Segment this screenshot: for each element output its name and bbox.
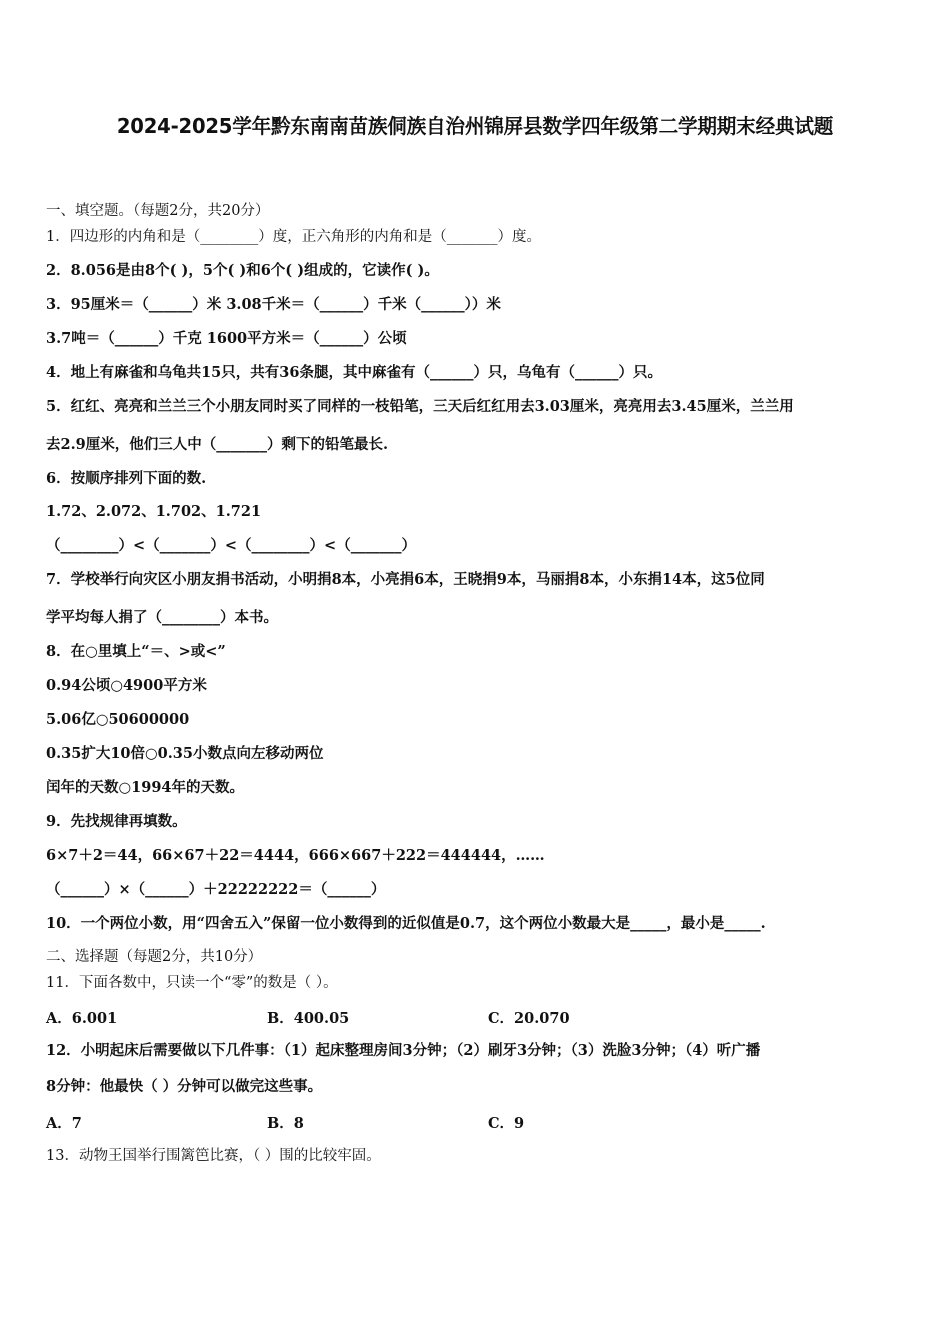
question-4: 4．地上有麻雀和乌龟共15只，共有36条腿，其中麻雀有（______）只，乌龟有（______）只。 <box>46 364 662 381</box>
question-12-line-1: 12．小明起床后需要做以下几件事：（1）起床整理房间3分钟；（2）刷牙3分钟；（3）洗脸3分钟；（4）听广播 <box>46 1042 761 1059</box>
question-9: 9．先找规律再填数。 <box>46 813 187 830</box>
question-3-line-1: 3．95厘米＝（______）米 3.08千米＝（______）千米（______））米 <box>46 296 501 313</box>
question-6-blanks: （________）<（_______）<（________）<（_______） <box>46 537 416 554</box>
question-9-pattern: 6×7＋2＝44，66×67＋22＝4444，666×667＋222＝444444，…… <box>46 847 545 864</box>
question-5-line-2: 去2.9厘米，他们三人中（_______）剩下的铅笔最长. <box>46 436 389 453</box>
question-9-blanks: （______）×（______）＋22222222＝（______） <box>46 881 386 898</box>
question-12-option-b: B．8 <box>267 1115 304 1132</box>
page-title: 2024-2025学年黔东南南苗族侗族自治州锦屏县数学四年级第二学期期末经典试题 <box>116 114 834 138</box>
question-11-option-a: A．6.001 <box>46 1010 118 1027</box>
question-11-option-c: C．20.070 <box>488 1010 570 1027</box>
question-12-option-a: A．7 <box>46 1115 82 1132</box>
section-heading-fill-blanks: 一、填空题。（每题2分，共20分） <box>46 203 270 219</box>
question-11-option-b: B．400.05 <box>267 1010 350 1027</box>
question-12-line-2: 8分钟：他最快（ ）分钟可以做完这些事。 <box>46 1078 323 1095</box>
question-8-item-a: 0.94公顷○4900平方米 <box>46 677 207 694</box>
question-8-item-c: 0.35扩大10倍○0.35小数点向左移动两位 <box>46 745 324 762</box>
question-10: 10．一个两位小数，用“四舍五入”保留一位小数得到的近似值是0.7，这个两位小数最大是_____，最小是_____. <box>46 915 766 932</box>
question-2: 2．8.056是由8个( )，5个( )和6个( )组成的，它读作( )。 <box>46 262 439 279</box>
question-6: 6．按顺序排列下面的数. <box>46 470 207 487</box>
question-5-line-1: 5．红红、亮亮和兰兰三个小朋友同时买了同样的一枝铅笔，三天后红红用去3.03厘米，亮亮用去3.45厘米，兰兰用 <box>46 398 794 415</box>
question-13: 13．动物王国举行围篱笆比赛，（ ）围的比较牢固。 <box>46 1148 381 1164</box>
question-6-numbers: 1.72、2.072、1.702、1.721 <box>46 503 262 520</box>
question-12-option-c: C．9 <box>488 1115 525 1132</box>
question-8: 8．在○里填上“＝、>或<” <box>46 643 226 660</box>
question-3-line-2: 3.7吨＝（______）千克 1600平方米＝（______）公顷 <box>46 330 407 347</box>
question-7-line-2: 学平均每人捐了（________）本书。 <box>46 609 278 626</box>
question-8-item-d: 闰年的天数○1994年的天数。 <box>46 779 245 796</box>
question-8-item-b: 5.06亿○50600000 <box>46 711 190 728</box>
question-11: 11．下面各数中，只读一个“零”的数是（ ）。 <box>46 975 338 991</box>
question-7-line-1: 7．学校举行向灾区小朋友捐书活动，小明捐8本，小亮捐6本，王晓捐9本，马丽捐8本，小东捐14本，这5位同 <box>46 571 765 588</box>
section-heading-multiple-choice: 二、选择题（每题2分，共10分） <box>46 949 263 965</box>
question-1: 1．四边形的内角和是（________）度，正六角形的内角和是（_______）度。 <box>46 229 541 245</box>
